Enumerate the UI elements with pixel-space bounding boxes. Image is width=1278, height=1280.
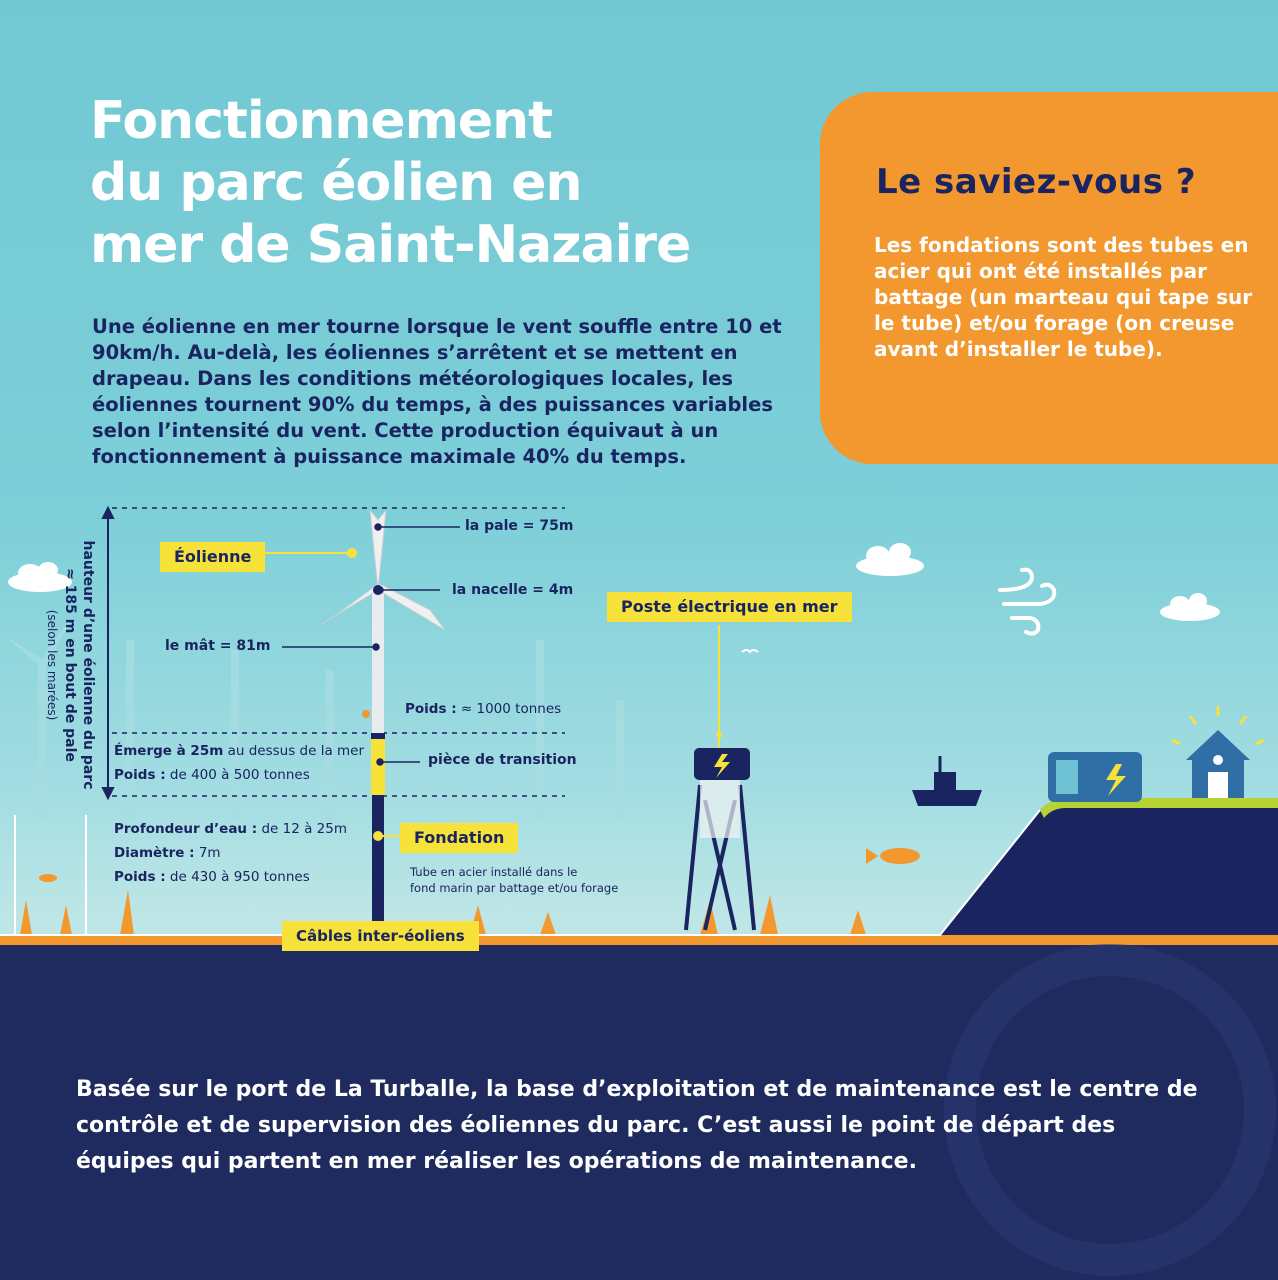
transition-weight-value: de 400 à 500 tonnes — [169, 767, 310, 783]
fondation-label: Fondation — [400, 823, 518, 853]
maintenance-building — [1048, 752, 1142, 802]
fondation-desc-line-1: Tube en acier installé dans le — [410, 865, 578, 879]
turbine-weight — [405, 701, 561, 717]
diameter-text — [114, 845, 221, 861]
coast-land — [940, 800, 1278, 950]
height-label-line-1: hauteur d’une éolienne du parc — [80, 540, 96, 790]
fondation-description — [410, 864, 618, 896]
depth-value: de 12 à 25m — [261, 821, 347, 837]
mat-label: le mât = 81m — [165, 638, 271, 654]
page-title — [90, 90, 730, 276]
eolienne-label: Éolienne — [160, 542, 265, 572]
transition-weight — [114, 767, 310, 783]
diameter-value: 7m — [198, 845, 221, 861]
emerge-text — [114, 743, 364, 759]
bottom-paragraph: Basée sur le port de La Turballe, la base d’exploitation et de maintenance est le centre de contrôle et de supervision des éoliennes du parc. C’est aussi le point de départ des équipes qui partent en mer réaliser les opérations de maintenance. — [76, 1077, 1198, 1174]
depth-text — [114, 821, 347, 837]
height-label-line-2: ≈ 185 m en bout de pale — [62, 568, 78, 762]
title-line-1: Fonctionnement — [90, 91, 553, 151]
diameter-label: Diamètre : — [114, 845, 195, 861]
title-line-3: mer de Saint-Nazaire — [90, 215, 691, 275]
nacelle-label: la nacelle = 4m — [452, 582, 574, 598]
info-box-text: Les fondations sont des tubes en acier qui ont été installés par battage (un marteau qui tape sur le tube) et/ou forage (on creuse avant d’installer le tube). — [874, 233, 1253, 361]
turbine-height-label — [20, 530, 120, 800]
substation — [686, 625, 754, 930]
cloud-icon — [1160, 593, 1220, 621]
intro-paragraph: Une éolienne en mer tourne lorsque le vent souffle entre 10 et 90km/h. Au-delà, les éoliennes s’arrêtent et se mettent en drapeau. Dans les conditions météorologiques locales, les éoliennes tournent 90% du temps, à des puissances variables selon l’intensité du vent. Cette production équivaut à un fonctionnement à puissance maximale 40% du temps. — [92, 315, 782, 468]
turbine-weight-value: ≈ 1000 tonnes — [460, 701, 562, 717]
title-line-2: du parc éolien en — [90, 153, 582, 213]
cables-label: Câbles inter-éoliens — [282, 921, 479, 951]
poste-electrique-label: Poste électrique en mer — [607, 592, 852, 622]
foundation-weight-value: de 430 à 950 tonnes — [169, 869, 310, 885]
emerge-value: au dessus de la mer — [227, 743, 365, 759]
depth-label: Profondeur d’eau : — [114, 821, 258, 837]
info-box-title: Le saviez-vous ? — [876, 162, 1197, 202]
transition-weight-label: Poids : — [114, 767, 166, 783]
emerge-label: Émerge à 25m — [114, 743, 224, 759]
piece-transition-label: pièce de transition — [428, 752, 577, 768]
cloud-icon — [856, 543, 924, 576]
height-label-line-3: (selon les marées) — [45, 609, 59, 721]
boat-icon — [912, 756, 982, 806]
turbine-weight-label: Poids : — [405, 701, 457, 717]
bird-icon — [742, 650, 758, 652]
pale-label: la pale = 75m — [465, 518, 574, 534]
house-icon — [1172, 706, 1264, 798]
foundation-weight-label: Poids : — [114, 869, 166, 885]
wind-icon — [1000, 570, 1054, 634]
foundation-weight — [114, 869, 310, 885]
fondation-desc-line-2: fond marin par battage et/ou forage — [410, 881, 619, 895]
